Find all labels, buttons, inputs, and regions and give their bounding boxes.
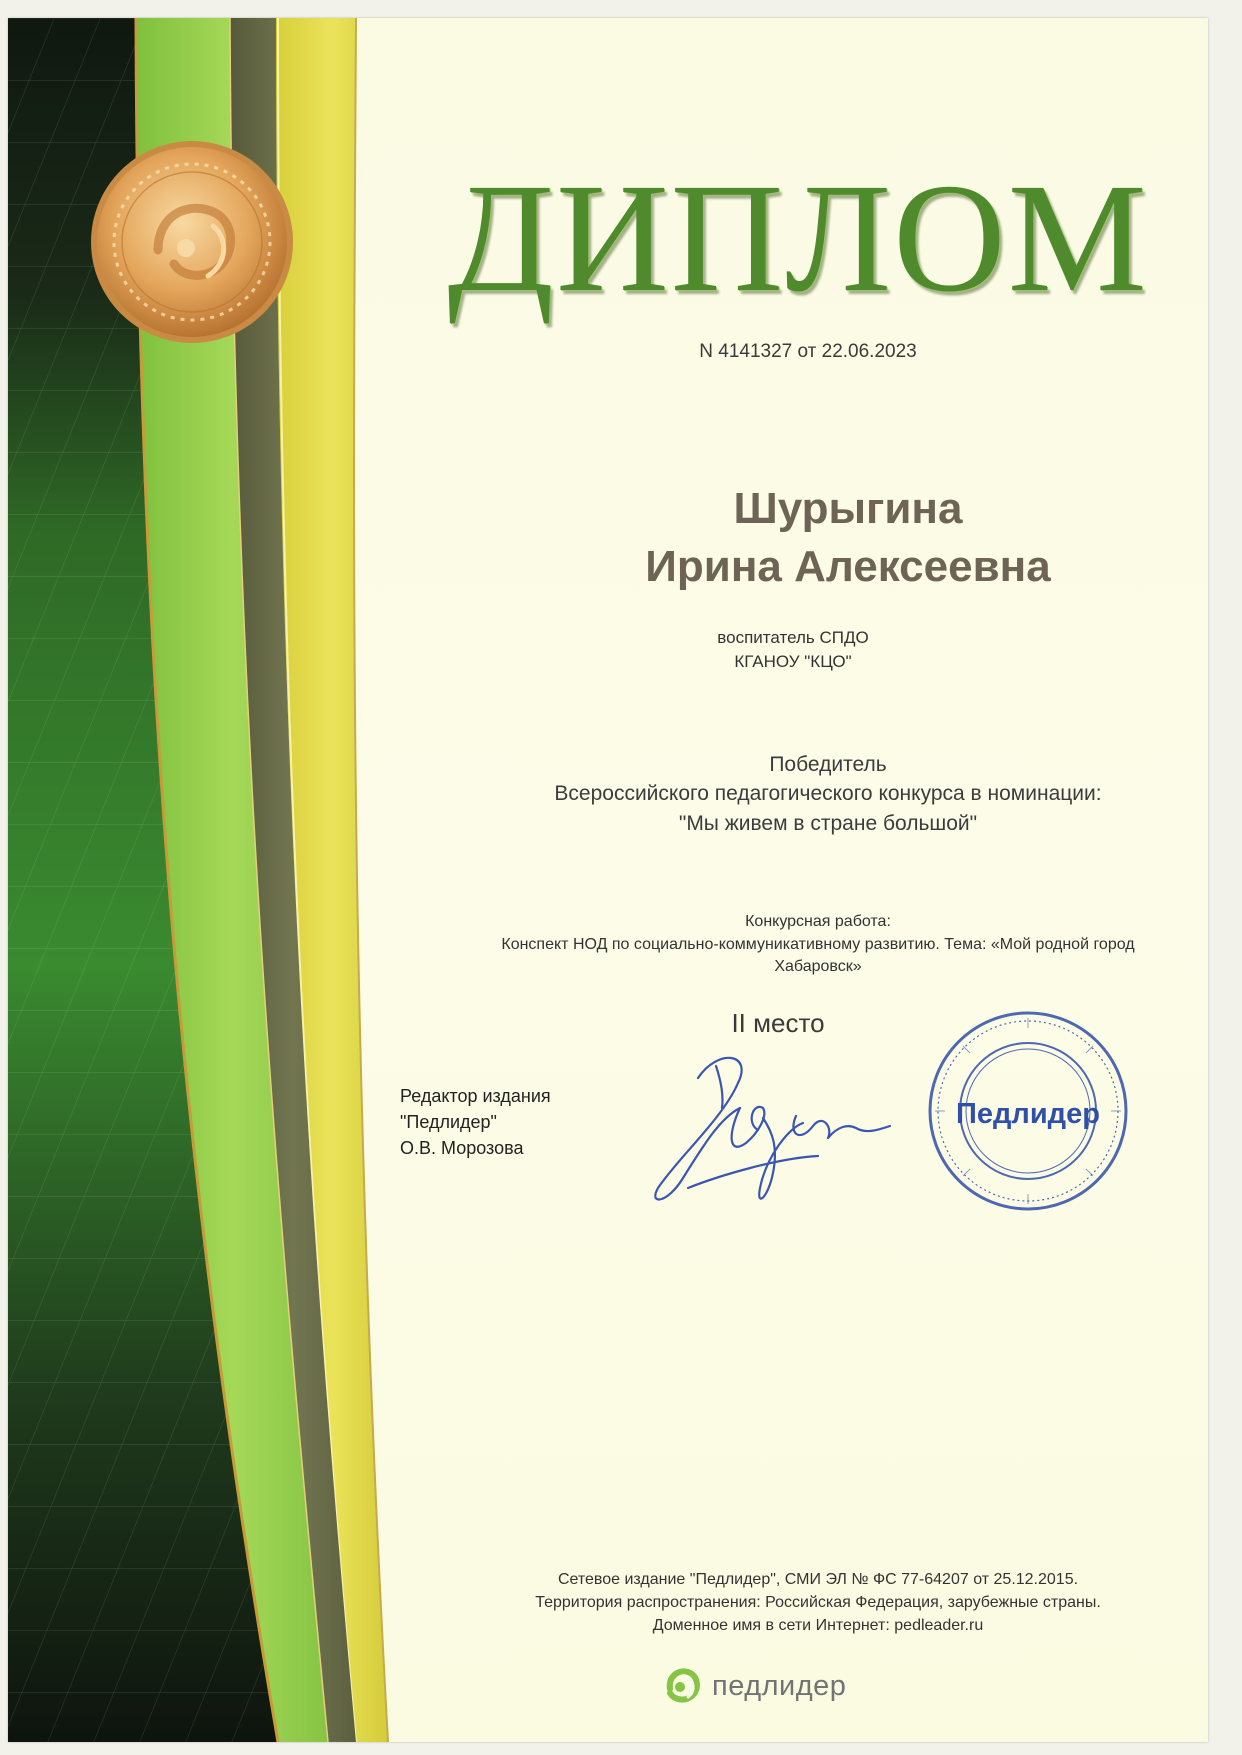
recipient-given-names: Ирина Алексеевна	[645, 542, 1051, 591]
award-contest: Всероссийского педагогического конкурса в номинации:	[554, 782, 1102, 805]
pedleader-logo-icon	[660, 1663, 704, 1707]
publication-stamp-icon	[923, 1006, 1133, 1216]
stamp-center-text: Педлидер	[956, 1098, 1100, 1130]
work-title-line-2: Хабаровск»	[774, 958, 862, 975]
editor-name: О.В. Морозова	[400, 1138, 524, 1158]
signature-icon	[628, 1038, 918, 1218]
footer-line-3: Доменное имя в сети Интернет: pedleader.ru	[652, 1617, 984, 1634]
footer-line-1: Сетевое издание "Педлидер", СМИ ЭЛ № ФС 77-64207 от 25.12.2015.	[557, 1571, 1079, 1588]
medal-icon	[91, 141, 293, 343]
diploma-sheet	[8, 18, 1208, 1742]
award-nomination: "Мы живем в стране большой"	[678, 812, 978, 835]
diploma-number: N 4141327 от 22.06.2023	[699, 341, 917, 362]
footer-line-2: Территория распространения: Российская Федерация, зарубежные страны.	[535, 1594, 1101, 1611]
work-label: Конкурсная работа:	[745, 913, 891, 930]
diploma-title: ДИПЛОМ	[447, 151, 1149, 324]
editor-role: Редактор издания	[400, 1086, 551, 1106]
pedleader-logo-text: педлидер	[712, 1670, 847, 1702]
award-status: Победитель	[769, 753, 887, 776]
recipient-position: воспитатель СПДО	[717, 628, 869, 647]
editor-publication: "Педлидер"	[400, 1112, 497, 1132]
recipient-surname: Шурыгина	[733, 484, 963, 533]
work-title-line-1: Конспект НОД по социально-коммуникативному развитию. Тема: «Мой родной город	[501, 936, 1135, 953]
place-awarded: II место	[731, 1008, 825, 1038]
recipient-organization: КГАНОУ "КЦО"	[734, 652, 852, 671]
